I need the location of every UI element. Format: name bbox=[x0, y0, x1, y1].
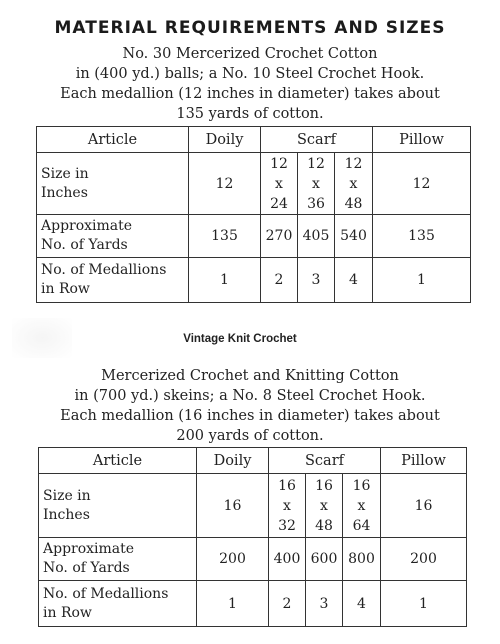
size-part: x bbox=[357, 497, 366, 514]
cell-pillow-medallions: 1 bbox=[373, 258, 471, 303]
size-part: x bbox=[320, 497, 328, 514]
table-row-size bbox=[39, 474, 467, 538]
header-article: Article bbox=[37, 127, 189, 153]
section1-table bbox=[36, 126, 471, 303]
intro-line: 200 yards of cotton. bbox=[176, 428, 324, 444]
cell-scarf-size bbox=[335, 153, 373, 215]
row-label-line: No. of Yards bbox=[41, 237, 128, 253]
row-label-line: No. of Medallions bbox=[41, 262, 167, 278]
cell-scarf-size bbox=[298, 153, 335, 215]
row-label-yards bbox=[37, 215, 189, 258]
header-pillow: Pillow bbox=[373, 127, 471, 153]
cell-pillow-medallions: 1 bbox=[381, 581, 467, 627]
caption-text: Vintage Knit Crochet bbox=[183, 333, 297, 345]
cell-scarf-medallions: 4 bbox=[335, 258, 373, 303]
table-row-yards bbox=[39, 538, 467, 581]
row-label-size bbox=[37, 153, 189, 215]
header-doily: Doily bbox=[197, 448, 269, 474]
cell-doily-size: 16 bbox=[197, 474, 269, 538]
row-label-line: No. of Yards bbox=[43, 560, 130, 576]
cell-scarf-medallions: 3 bbox=[306, 581, 343, 627]
header-scarf: Scarf bbox=[261, 127, 373, 153]
size-part: x bbox=[275, 175, 283, 192]
cell-scarf-yards: 405 bbox=[298, 215, 335, 258]
cell-doily-medallions: 1 bbox=[197, 581, 269, 627]
size-part: 16 bbox=[352, 477, 371, 494]
intro-line: in (400 yd.) balls; a No. 10 Steel Crochet Hook. bbox=[75, 66, 425, 82]
size-part: 12 bbox=[270, 155, 288, 172]
page-heading: MATERIAL REQUIREMENTS AND SIZES bbox=[54, 18, 446, 38]
row-label-line: Size in bbox=[43, 487, 91, 504]
size-part: x bbox=[283, 497, 291, 514]
table-row-yards bbox=[37, 215, 471, 258]
cell-scarf-medallions: 2 bbox=[261, 258, 298, 303]
section2-intro bbox=[0, 366, 500, 446]
header-article: Article bbox=[39, 448, 197, 474]
header-doily: Doily bbox=[189, 127, 261, 153]
cell-scarf-yards: 540 bbox=[335, 215, 373, 258]
size-part: 48 bbox=[315, 517, 333, 534]
row-label-line: Inches bbox=[41, 184, 88, 201]
size-part: 48 bbox=[344, 195, 363, 212]
intro-line: Mercerized Crochet and Knitting Cotton bbox=[101, 368, 399, 384]
header-scarf: Scarf bbox=[269, 448, 381, 474]
row-label-medallions bbox=[37, 258, 189, 303]
row-label-line: Size in bbox=[41, 165, 89, 182]
size-part: 12 bbox=[344, 155, 363, 172]
size-part: 32 bbox=[278, 517, 296, 534]
section1-intro bbox=[0, 44, 500, 124]
header-pillow: Pillow bbox=[381, 448, 467, 474]
size-part: x bbox=[349, 175, 358, 192]
cell-doily-size: 12 bbox=[189, 153, 261, 215]
row-label-line: Inches bbox=[43, 506, 90, 523]
cell-scarf-yards: 270 bbox=[261, 215, 298, 258]
size-part: 64 bbox=[352, 517, 371, 534]
cell-doily-yards: 200 bbox=[197, 538, 269, 581]
cell-pillow-yards: 135 bbox=[373, 215, 471, 258]
cell-scarf-size bbox=[343, 474, 381, 538]
row-label-size bbox=[39, 474, 197, 538]
size-part: x bbox=[312, 175, 320, 192]
row-label-line: Approximate bbox=[41, 218, 133, 234]
size-part: 16 bbox=[315, 477, 333, 494]
row-label-line: in Row bbox=[41, 281, 90, 297]
row-label-medallions bbox=[39, 581, 197, 627]
cell-scarf-medallions: 2 bbox=[269, 581, 306, 627]
intro-line: No. 30 Mercerized Crochet Cotton bbox=[122, 46, 378, 62]
cell-scarf-yards: 800 bbox=[343, 538, 381, 581]
size-part: 12 bbox=[307, 155, 325, 172]
cell-doily-yards: 135 bbox=[189, 215, 261, 258]
cell-scarf-medallions: 4 bbox=[343, 581, 381, 627]
size-part: 16 bbox=[278, 477, 296, 494]
intro-line: in (700 yd.) skeins; a No. 8 Steel Crochet Hook. bbox=[74, 388, 426, 404]
row-label-line: Approximate bbox=[43, 541, 135, 557]
cell-pillow-size: 12 bbox=[373, 153, 471, 215]
row-label-yards bbox=[39, 538, 197, 581]
section2-table bbox=[38, 447, 467, 627]
table-row-size bbox=[37, 153, 471, 215]
intro-line: Each medallion (12 inches in diameter) takes about bbox=[60, 86, 440, 102]
table-header-row bbox=[37, 127, 471, 153]
cell-scarf-size bbox=[269, 474, 306, 538]
row-label-line: No. of Medallions bbox=[43, 585, 169, 602]
table-header-row bbox=[39, 448, 467, 474]
cell-doily-medallions: 1 bbox=[189, 258, 261, 303]
cell-scarf-yards: 400 bbox=[269, 538, 306, 581]
cell-pillow-yards: 200 bbox=[381, 538, 467, 581]
size-part: 36 bbox=[307, 195, 325, 212]
intro-line: 135 yards of cotton. bbox=[176, 106, 324, 122]
size-part: 24 bbox=[270, 195, 288, 212]
cell-scarf-size bbox=[261, 153, 298, 215]
cell-scarf-size bbox=[306, 474, 343, 538]
cell-scarf-yards: 600 bbox=[306, 538, 343, 581]
cell-pillow-size: 16 bbox=[381, 474, 467, 538]
row-label-line: in Row bbox=[43, 604, 92, 621]
table-row-medallions bbox=[39, 581, 467, 627]
intro-line: Each medallion (16 inches in diameter) takes about bbox=[60, 408, 440, 424]
table-row-medallions bbox=[37, 258, 471, 303]
cell-scarf-medallions: 3 bbox=[298, 258, 335, 303]
